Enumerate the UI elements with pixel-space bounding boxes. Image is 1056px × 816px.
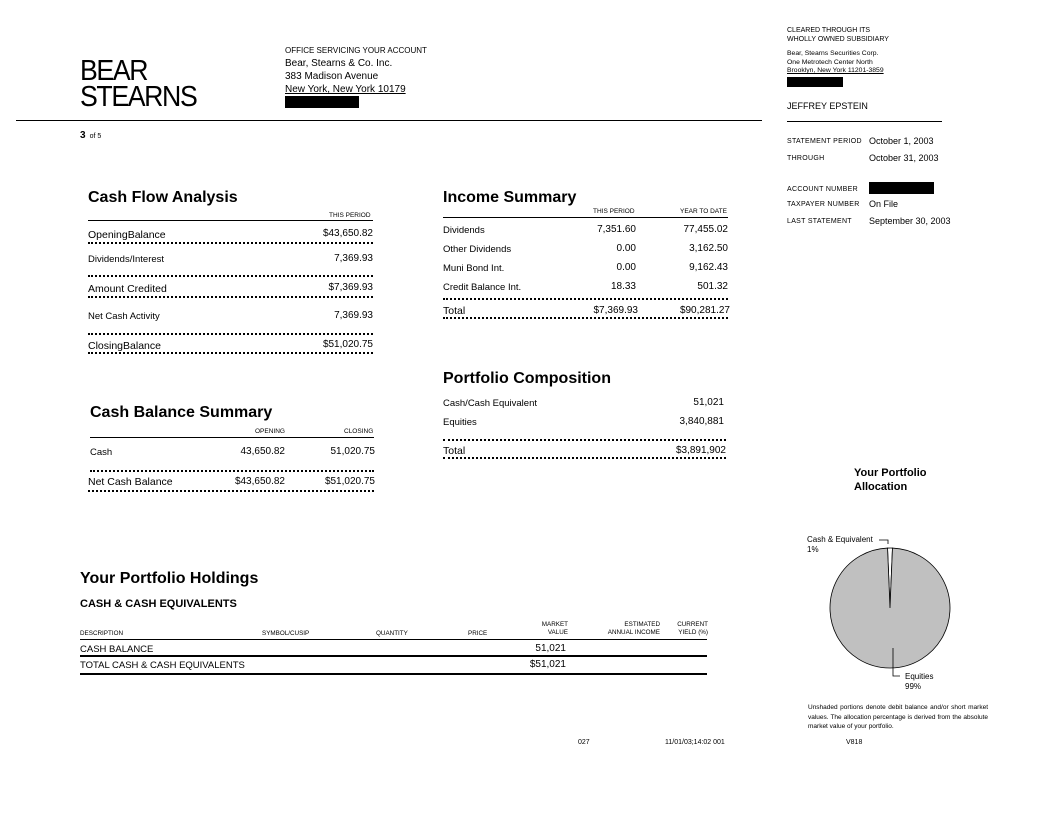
page-number: 3: [80, 130, 86, 141]
leader-line-cash: [879, 540, 888, 544]
col-estimated-income: [590, 621, 660, 637]
cash-balance-row-label: Net Cash Balance: [88, 476, 173, 488]
cash-flow-row-value: 7,369.93: [334, 310, 373, 321]
holdings-row-value: 51,021: [535, 643, 566, 654]
dotted-rule: [88, 490, 374, 492]
income-row-label: Credit Balance Int.: [443, 282, 522, 293]
income-summary-title: Income Summary: [443, 189, 577, 206]
income-row-ytd: 3,162.50: [689, 243, 728, 254]
dotted-rule: [88, 296, 373, 298]
page-total: of 5: [89, 133, 102, 140]
col-quantity: QUANTITY: [376, 630, 408, 637]
clearing-city: Brooklyn, New York 11201-3859: [787, 67, 884, 74]
dotted-rule: [443, 439, 726, 441]
logo-line1: BEAR: [80, 55, 148, 87]
footer-version: V818: [846, 739, 863, 746]
composition-row-label: Equities: [443, 417, 477, 428]
pie-label-cash-pct: 1%: [807, 545, 819, 554]
cash-flow-row-value: 7,369.93: [334, 253, 373, 264]
cash-flow-col-header: THIS PERIOD: [329, 212, 371, 219]
holdings-title: Your Portfolio Holdings: [80, 570, 259, 587]
col-symbol: SYMBOL/CUSIP: [262, 630, 310, 637]
composition-total-label: Total: [443, 445, 466, 457]
col-est-line2: ANNUAL INCOME: [607, 629, 660, 636]
divider: [443, 217, 728, 218]
cash-flow-row-label: ClosingBalance: [88, 340, 161, 352]
clearing-info: [787, 26, 889, 90]
income-row-ytd: 501.32: [697, 281, 728, 292]
last-statement-label: LAST STATEMENT: [787, 218, 852, 225]
pie-label-cash-name: Cash & Equivalent: [807, 535, 873, 544]
through-label: THROUGH: [787, 155, 825, 162]
income-total-label: Total: [443, 305, 466, 317]
redacted-block: [787, 77, 843, 87]
cash-balance-row-label: Cash: [90, 447, 113, 458]
income-row-period: 7,351.60: [597, 224, 636, 235]
income-row-period: 0.00: [616, 262, 636, 273]
cash-balance-title: Cash Balance Summary: [90, 404, 273, 421]
col-est-line1: ESTIMATED: [624, 621, 660, 628]
logo-line2: STEARNS: [80, 81, 197, 113]
allocation-title: [854, 466, 927, 494]
cash-flow-row-label: Net Cash Activity: [88, 311, 160, 322]
income-col-ytd: YEAR TO DATE: [680, 208, 727, 215]
cash-flow-row-value: $7,369.93: [328, 282, 373, 293]
cash-balance-row-opening: 43,650.82: [240, 446, 285, 457]
composition-row-value: 51,021: [693, 397, 724, 408]
income-total-period: $7,369.93: [593, 305, 638, 316]
portfolio-composition-title: Portfolio Composition: [443, 370, 611, 387]
col-price: PRICE: [468, 630, 488, 637]
income-total-ytd: $90,281.27: [679, 305, 730, 316]
cash-flow-row-label: OpeningBalance: [88, 229, 166, 241]
holdings-total-description: TOTAL CASH & CASH EQUIVALENTS: [80, 660, 245, 671]
cash-flow-row-value: $43,650.82: [322, 228, 373, 239]
office-city: New York, New York 10179: [285, 84, 406, 95]
divider: [80, 673, 707, 675]
allocation-footnote: Unshaded portions denote debit balance and/or short market values. The allocation percentage is derived from the absolute market value of your portfolio.: [808, 704, 988, 730]
side-divider: [787, 121, 942, 122]
allocation-pie-chart: [800, 530, 970, 700]
clearing-name: Bear, Stearns Securities Corp.: [787, 50, 879, 57]
cash-flow-row-label: Dividends/Interest: [88, 254, 165, 265]
cash-balance-row-closing: $51,020.75: [324, 476, 375, 487]
dotted-rule: [443, 317, 728, 319]
last-statement-value: September 30, 2003: [869, 216, 951, 226]
col-yield-line2: YIELD (%): [678, 629, 708, 636]
office-caption: OFFICE SERVICING YOUR ACCOUNT: [285, 46, 427, 55]
clearing-street: One Metrotech Center North: [787, 58, 873, 66]
income-row-label: Other Dividends: [443, 244, 512, 255]
cash-flow-row-label: Amount Credited: [88, 283, 167, 295]
clearing-line2: WHOLLY OWNED SUBSIDIARY: [787, 36, 889, 43]
divider: [88, 220, 373, 221]
divider: [80, 639, 707, 640]
col-market-value: [520, 621, 568, 637]
composition-total-value: $3,891,902: [675, 445, 726, 456]
statement-period-label: STATEMENT PERIOD: [787, 138, 862, 145]
dotted-rule: [90, 470, 374, 472]
pie-label-equities-pct: 99%: [905, 682, 922, 691]
income-row-ytd: 77,455.02: [683, 224, 728, 235]
income-col-this-period: THIS PERIOD: [593, 208, 635, 215]
statement-period-value: October 1, 2003: [869, 136, 934, 146]
divider: [90, 437, 374, 438]
allocation-title-line1: Your Portfolio: [854, 467, 927, 479]
holdings-total-value: $51,021: [529, 659, 566, 670]
income-row-label: Dividends: [443, 225, 485, 236]
client-name: JEFFREY EPSTEIN: [787, 101, 868, 111]
cash-balance-row-closing: 51,020.75: [330, 446, 375, 457]
header-divider: [16, 120, 762, 121]
col-market-value-line2: VALUE: [547, 629, 568, 636]
footer-timestamp: 11/01/03;14:02 001: [665, 739, 725, 746]
income-row-period: 18.33: [610, 281, 636, 292]
col-description: DESCRIPTION: [80, 630, 124, 637]
dotted-rule: [443, 457, 726, 459]
cash-flow-row-value: $51,020.75: [322, 339, 373, 350]
composition-row-value: 3,840,881: [679, 416, 724, 427]
cash-balance-col-closing: CLOSING: [344, 428, 374, 435]
income-row-ytd: 9,162.43: [689, 262, 728, 273]
through-value: October 31, 2003: [869, 153, 939, 163]
clearing-line1: CLEARED THROUGH ITS: [787, 27, 871, 34]
dotted-rule: [88, 275, 373, 277]
bear-stearns-logo: [80, 55, 197, 113]
redacted-block: [285, 96, 359, 108]
divider: [80, 655, 707, 657]
dotted-rule: [88, 352, 373, 354]
dotted-rule: [443, 298, 728, 300]
page-indicator: [80, 130, 101, 141]
office-name: Bear, Stearns & Co. Inc.: [285, 58, 393, 69]
holdings-row-description: CASH BALANCE: [80, 644, 154, 655]
pie-label-equities-name: Equities: [905, 672, 934, 681]
taxpayer-number-label: TAXPAYER NUMBER: [787, 201, 860, 208]
dotted-rule: [88, 242, 373, 244]
office-street: 383 Madison Avenue: [285, 71, 379, 82]
account-number-label: ACCOUNT NUMBER: [787, 186, 858, 193]
col-market-value-line1: MARKET: [541, 621, 568, 628]
income-row-period: 0.00: [616, 243, 636, 254]
cash-flow-title: Cash Flow Analysis: [88, 189, 238, 206]
holdings-section-title: CASH & CASH EQUIVALENTS: [80, 598, 237, 610]
office-address: [285, 44, 427, 112]
allocation-title-line2: Allocation: [854, 481, 908, 493]
composition-row-label: Cash/Cash Equivalent: [443, 398, 537, 409]
col-current-yield: [664, 621, 708, 637]
cash-balance-row-opening: $43,650.82: [234, 476, 285, 487]
taxpayer-number-value: On File: [869, 199, 899, 209]
col-yield-line1: CURRENT: [677, 621, 708, 628]
footer-code: 027: [578, 739, 590, 746]
income-row-label: Muni Bond Int.: [443, 263, 505, 274]
redacted-account-number: [869, 182, 934, 194]
cash-balance-col-opening: OPENING: [255, 428, 285, 435]
dotted-rule: [88, 333, 373, 335]
